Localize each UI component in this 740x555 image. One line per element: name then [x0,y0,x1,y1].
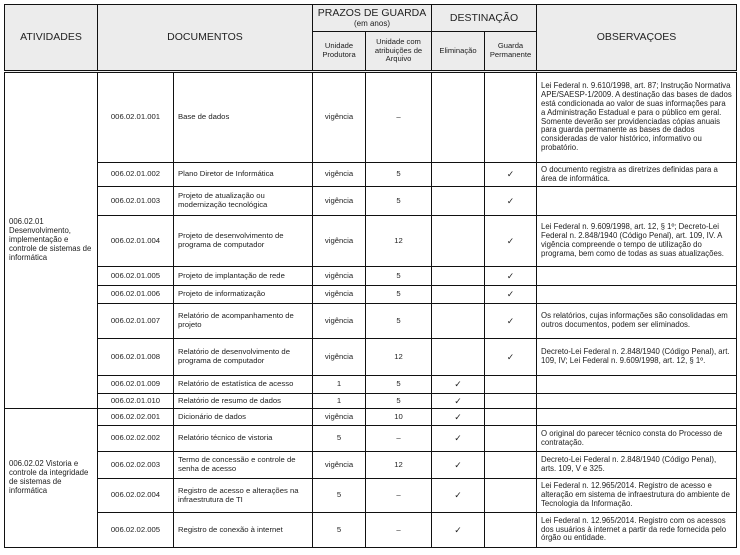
prazo-unidade-produtora: vigência [313,72,366,163]
document-name: Projeto de atualização ou modernização tecnológica [174,187,313,216]
table-row [5,339,737,376]
header-destinacao: DESTINAÇÃO [432,5,537,32]
prazo-unidade-arquivo: 5 [366,267,432,286]
prazo-unidade-arquivo: 10 [366,409,432,426]
retention-table [4,4,737,548]
header-observacoes: OBSERVAÇOES [537,5,737,72]
eliminacao-mark [432,216,485,267]
header-unidade-arquivo: Unidade com atribuições de Arquivo [366,32,432,72]
prazo-unidade-arquivo: 5 [366,286,432,304]
table-row [5,216,737,267]
prazo-unidade-produtora: vigência [313,187,366,216]
prazo-unidade-arquivo: 5 [366,394,432,409]
eliminacao-mark [432,339,485,376]
guarda-permanente-mark [485,394,537,409]
prazo-unidade-produtora: vigência [313,267,366,286]
guarda-permanente-mark: ✓ [485,187,537,216]
prazo-unidade-produtora: 1 [313,376,366,394]
document-code: 006.02.01.003 [98,187,174,216]
document-name: Projeto de desenvolvimento de programa de computador [174,216,313,267]
prazo-unidade-arquivo: 12 [366,339,432,376]
observacao [537,376,737,394]
prazo-unidade-produtora: 1 [313,394,366,409]
document-name: Relatório de resumo de dados [174,394,313,409]
eliminacao-mark [432,163,485,187]
header-guarda-permanente: Guarda Permanente [485,32,537,72]
document-name: Dicionário de dados [174,409,313,426]
header-atividades: ATIVIDADES [5,5,98,72]
header-prazos [313,5,432,32]
document-code: 006.02.01.007 [98,304,174,339]
document-code: 006.02.01.006 [98,286,174,304]
observacao: Lei Federal n. 12.965/2014. Registro com os acessos dos usuários à internet a partir da rede fornecida pelo órgão ou entidade. [537,513,737,548]
table-row [5,72,737,163]
document-code: 006.02.02.005 [98,513,174,548]
table-row [5,286,737,304]
document-name: Relatório de estatística de acesso [174,376,313,394]
header-prazos-sub: (em anos) [353,19,390,29]
observacao [537,187,737,216]
guarda-permanente-mark [485,479,537,513]
document-name: Termo de concessão e controle de senha de acesso [174,452,313,479]
observacao: Decreto-Lei Federal n. 2.848/1940 (Código Penal), art. 109, IV; Lei Federal n. 9.609/1998, art. 12, § 1º. [537,339,737,376]
prazo-unidade-arquivo: – [366,513,432,548]
observacao: Os relatórios, cujas informações são consolidadas em outros documentos, podem ser eliminados. [537,304,737,339]
prazo-unidade-arquivo: 12 [366,452,432,479]
document-name: Relatório de desenvolvimento de programa de computador [174,339,313,376]
activity-cell: 006.02.02 Vistoria e controle da integridade de sistemas de informática [5,409,98,548]
guarda-permanente-mark [485,376,537,394]
document-code: 006.02.01.009 [98,376,174,394]
observacao [537,409,737,426]
prazo-unidade-arquivo: 5 [366,187,432,216]
prazo-unidade-produtora: vigência [313,216,366,267]
observacao: O documento registra as diretrizes definidas para a área de informática. [537,163,737,187]
table-row [5,452,737,479]
prazo-unidade-produtora: 5 [313,479,366,513]
prazo-unidade-arquivo: 5 [366,304,432,339]
table-row [5,513,737,548]
guarda-permanente-mark: ✓ [485,304,537,339]
document-code: 006.02.01.001 [98,72,174,163]
document-name: Projeto de informatização [174,286,313,304]
prazo-unidade-arquivo: 5 [366,163,432,187]
eliminacao-mark: ✓ [432,513,485,548]
document-code: 006.02.02.004 [98,479,174,513]
observacao [537,394,737,409]
table-row [5,187,737,216]
document-code: 006.02.02.002 [98,426,174,452]
prazo-unidade-arquivo: – [366,72,432,163]
guarda-permanente-mark [485,513,537,548]
guarda-permanente-mark: ✓ [485,163,537,187]
document-code: 006.02.02.001 [98,409,174,426]
prazo-unidade-produtora: vigência [313,409,366,426]
prazo-unidade-produtora: vigência [313,163,366,187]
eliminacao-mark [432,286,485,304]
document-name: Relatório de acompanhamento de projeto [174,304,313,339]
table-row [5,426,737,452]
prazo-unidade-produtora: 5 [313,513,366,548]
eliminacao-mark: ✓ [432,452,485,479]
table-row [5,304,737,339]
document-code: 006.02.01.008 [98,339,174,376]
observacao [537,286,737,304]
prazo-unidade-produtora: vigência [313,286,366,304]
guarda-permanente-mark [485,426,537,452]
eliminacao-mark: ✓ [432,376,485,394]
eliminacao-mark [432,187,485,216]
document-name: Base de dados [174,72,313,163]
guarda-permanente-mark: ✓ [485,286,537,304]
header-unidade-produtora: Unidade Produtora [313,32,366,72]
eliminacao-mark [432,304,485,339]
table-row [5,163,737,187]
document-name: Projeto de implantação de rede [174,267,313,286]
prazo-unidade-produtora: vigência [313,452,366,479]
observacao: Decreto-Lei Federal n. 2.848/1940 (Código Penal), arts. 109, V e 325. [537,452,737,479]
guarda-permanente-mark [485,452,537,479]
document-name: Registro de acesso e alterações na infraestrutura de TI [174,479,313,513]
prazo-unidade-arquivo: 12 [366,216,432,267]
prazo-unidade-produtora: vigência [313,304,366,339]
observacao: Lei Federal n. 9.610/1998, art. 87; Instrução Normativa APE/SAESP-1/2009. A destinação das bases de dados está condicionada ao valor de suas informações para a Administração Estadual e para o público em geral. Somente deverão ser providenciadas cópias anuais para guarda permanente as bases de dados consideradas de valor histórico, informativo ou probatório. [537,72,737,163]
observacao: Lei Federal n. 9.609/1998, art. 12, § 1º; Decreto-Lei Federal n. 2.848/1940 (Código Penal), art. 109, IV. A vigência compreende o tempo de utilização do programa, bem como de todas as suas atualizações. [537,216,737,267]
header-prazos-title: PRAZOS DE GUARDA [317,7,427,20]
prazo-unidade-produtora: 5 [313,426,366,452]
header-eliminacao: Eliminação [432,32,485,72]
guarda-permanente-mark: ✓ [485,216,537,267]
table-row [5,479,737,513]
guarda-permanente-mark [485,72,537,163]
eliminacao-mark: ✓ [432,479,485,513]
table-row [5,267,737,286]
table-body [5,72,737,548]
table-row [5,376,737,394]
observacao [537,267,737,286]
eliminacao-mark [432,267,485,286]
prazo-unidade-arquivo: 5 [366,376,432,394]
observacao: Lei Federal n. 12.965/2014. Registro de acesso e alteração em sistema de infraestrutura do ambiente de Tecnologia da Informação. [537,479,737,513]
document-name: Relatório técnico de vistoria [174,426,313,452]
activity-cell: 006.02.01 Desenvolvimento, implementação e controle de sistemas de informática [5,72,98,409]
guarda-permanente-mark [485,409,537,426]
eliminacao-mark: ✓ [432,426,485,452]
document-code: 006.02.01.004 [98,216,174,267]
observacao: O original do parecer técnico consta do Processo de contratação. [537,426,737,452]
document-name: Registro de conexão à internet [174,513,313,548]
prazo-unidade-produtora: vigência [313,339,366,376]
guarda-permanente-mark: ✓ [485,267,537,286]
header-documentos: DOCUMENTOS [98,5,313,72]
document-code: 006.02.02.003 [98,452,174,479]
eliminacao-mark: ✓ [432,409,485,426]
document-code: 006.02.01.005 [98,267,174,286]
table-row [5,394,737,409]
prazo-unidade-arquivo: – [366,479,432,513]
eliminacao-mark: ✓ [432,394,485,409]
prazo-unidade-arquivo: – [366,426,432,452]
document-code: 006.02.01.010 [98,394,174,409]
document-name: Plano Diretor de Informática [174,163,313,187]
eliminacao-mark [432,72,485,163]
guarda-permanente-mark: ✓ [485,339,537,376]
document-code: 006.02.01.002 [98,163,174,187]
table-row [5,409,737,426]
